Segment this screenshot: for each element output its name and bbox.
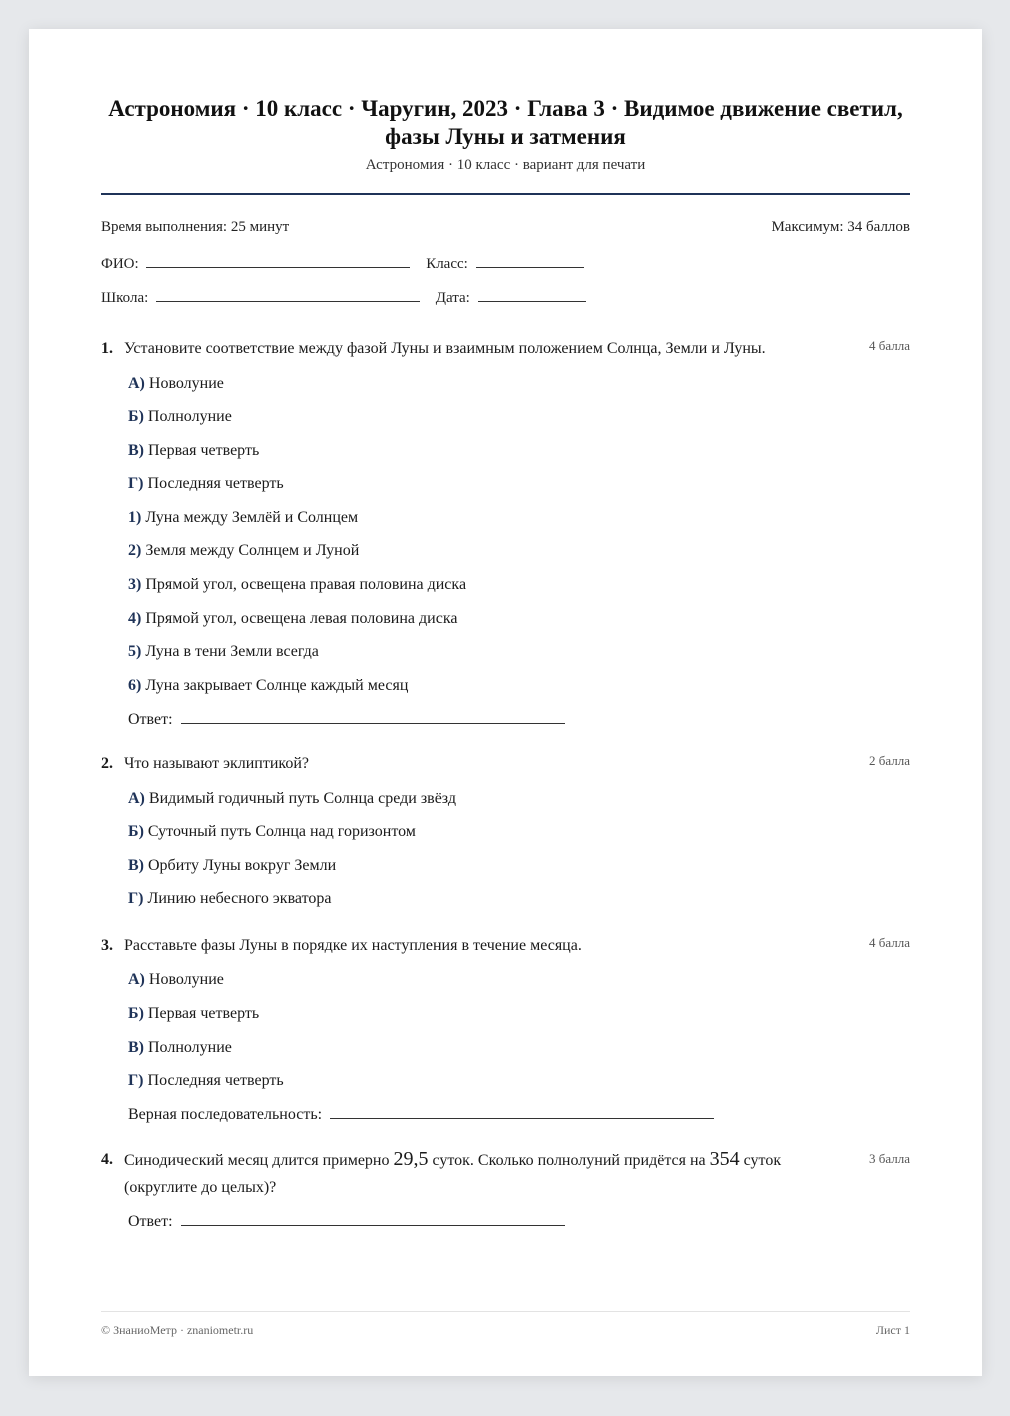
option-item[interactable] xyxy=(128,1038,232,1058)
option-label: А) xyxy=(128,971,145,988)
math-value: 29,5 xyxy=(393,1148,429,1170)
option-item[interactable] xyxy=(128,822,416,842)
answer-row xyxy=(128,709,565,729)
option-text: Видимый годичный путь Солнца среди звёзд xyxy=(148,790,456,807)
option-label: А) xyxy=(128,375,145,392)
footer-divider xyxy=(101,1311,910,1312)
question-points: 4 балла xyxy=(869,935,910,950)
page-subtitle: Астрономия · 10 класс · вариант для печати xyxy=(365,157,646,173)
option-label: 2) xyxy=(128,542,142,559)
option-label: 3) xyxy=(128,576,142,593)
answer-field[interactable] xyxy=(181,1211,565,1226)
option-item[interactable] xyxy=(128,676,408,696)
question-4 xyxy=(101,1146,910,1201)
option-label: А) xyxy=(128,790,145,807)
fio-class-row xyxy=(101,253,584,273)
option-label: 6) xyxy=(128,677,142,694)
option-text: Земля между Солнцем и Луной xyxy=(145,542,360,559)
class-field[interactable] xyxy=(476,253,584,268)
option-text: Первая четверть xyxy=(148,442,260,459)
max-score: Максимум: 34 баллов xyxy=(771,219,910,235)
option-item[interactable] xyxy=(128,508,358,528)
option-label: В) xyxy=(128,1039,144,1056)
option-label: 1) xyxy=(128,509,142,526)
class-label: Класс: xyxy=(426,256,468,272)
option-item[interactable] xyxy=(128,970,224,990)
option-label: Г) xyxy=(128,1072,144,1089)
option-item[interactable] xyxy=(128,1004,259,1024)
page-content xyxy=(101,29,910,1376)
date-label: Дата: xyxy=(435,290,470,306)
question-points: 4 балла xyxy=(869,338,910,353)
option-item[interactable] xyxy=(128,474,284,494)
option-label: Б) xyxy=(128,823,144,840)
option-item[interactable] xyxy=(128,609,457,629)
option-label: Б) xyxy=(128,408,144,425)
option-label: 4) xyxy=(128,610,142,627)
question-text: Установите соответствие между фазой Луны и взаимным положением Солнца, Земли и Луны. xyxy=(124,340,766,357)
option-item[interactable] xyxy=(128,441,259,461)
question-number: 1. xyxy=(101,340,113,357)
sequence-answer-row xyxy=(128,1104,714,1124)
question-2 xyxy=(101,750,910,777)
option-item[interactable] xyxy=(128,575,466,595)
option-item[interactable] xyxy=(128,856,336,876)
question-number: 4. xyxy=(101,1151,113,1168)
meta-row xyxy=(101,219,910,236)
question-text-part: суток (округлите до целых)? xyxy=(124,1152,782,1196)
question-number: 3. xyxy=(101,937,113,954)
option-text: Полнолуние xyxy=(147,408,232,425)
page-number: Лист 1 xyxy=(875,1323,910,1337)
question-2-header xyxy=(101,750,910,777)
option-label: Г) xyxy=(128,475,144,492)
option-label: 5) xyxy=(128,643,142,660)
option-item[interactable] xyxy=(128,541,359,561)
question-3-header xyxy=(101,932,910,959)
answer-label: Ответ: xyxy=(128,711,173,728)
question-3 xyxy=(101,932,910,959)
option-label: В) xyxy=(128,857,144,874)
option-text: Последняя четверть xyxy=(147,1072,284,1089)
question-4-header xyxy=(101,1146,910,1201)
option-item[interactable] xyxy=(128,789,456,809)
option-text: Прямой угол, освещена правая половина диска xyxy=(145,576,467,593)
option-label: Б) xyxy=(128,1005,144,1022)
answer-label: Ответ: xyxy=(128,1213,173,1230)
option-text: Новолуние xyxy=(148,375,224,392)
option-text: Прямой угол, освещена левая половина диска xyxy=(145,610,458,627)
option-item[interactable] xyxy=(128,889,331,909)
question-text: Что называют эклиптикой? xyxy=(124,755,310,772)
option-text: Луна закрывает Солнце каждый месяц xyxy=(145,677,409,694)
sequence-answer-field[interactable] xyxy=(330,1104,714,1119)
date-field[interactable] xyxy=(478,287,586,302)
school-field[interactable] xyxy=(156,287,420,302)
question-1 xyxy=(101,335,910,362)
option-text: Новолуние xyxy=(148,971,224,988)
option-item[interactable] xyxy=(128,374,224,394)
question-1-header xyxy=(101,335,910,362)
option-item[interactable] xyxy=(128,407,232,427)
question-number: 2. xyxy=(101,755,113,772)
page-title: Астрономия · 10 класс · Чаругин, 2023 · Глава 3 · Видимое движение светил, фазы Луны и затмения xyxy=(108,96,903,149)
option-text: Полнолуние xyxy=(148,1039,232,1056)
answer-row xyxy=(128,1211,565,1231)
fio-field[interactable] xyxy=(146,253,410,268)
option-text: Луна между Землёй и Солнцем xyxy=(145,509,359,526)
question-text-part: суток. Сколько полнолуний придётся на xyxy=(428,1152,710,1169)
option-text: Последняя четверть xyxy=(147,475,284,492)
option-text: Суточный путь Солнца над горизонтом xyxy=(147,823,416,840)
question-points: 3 балла xyxy=(869,1151,910,1166)
time-limit: Время выполнения: 25 минут xyxy=(101,219,290,235)
worksheet-page xyxy=(29,29,982,1376)
option-text: Первая четверть xyxy=(147,1005,260,1022)
math-value: 354 xyxy=(709,1148,740,1170)
question-text-part: Синодический месяц длится примерно xyxy=(124,1152,394,1169)
question-points: 2 балла xyxy=(869,753,910,768)
fio-label: ФИО: xyxy=(101,256,139,272)
school-label: Школа: xyxy=(101,290,149,306)
answer-field[interactable] xyxy=(181,709,565,724)
question-text: Расставьте фазы Луны в порядке их наступления в течение месяца. xyxy=(124,937,582,954)
option-text: Луна в тени Земли всегда xyxy=(145,643,319,660)
option-item[interactable] xyxy=(128,642,319,662)
footer-copyright: © ЗнаниоМетр · znaniometr.ru xyxy=(101,1323,254,1337)
option-text: Орбиту Луны вокруг Земли xyxy=(148,857,337,874)
option-label: Г) xyxy=(128,890,144,907)
school-date-row xyxy=(101,287,586,307)
option-item[interactable] xyxy=(128,1071,284,1091)
header-divider xyxy=(101,193,910,195)
option-label: В) xyxy=(128,442,144,459)
sequence-answer-label: Верная последовательность: xyxy=(128,1106,323,1123)
option-text: Линию небесного экватора xyxy=(147,890,332,907)
